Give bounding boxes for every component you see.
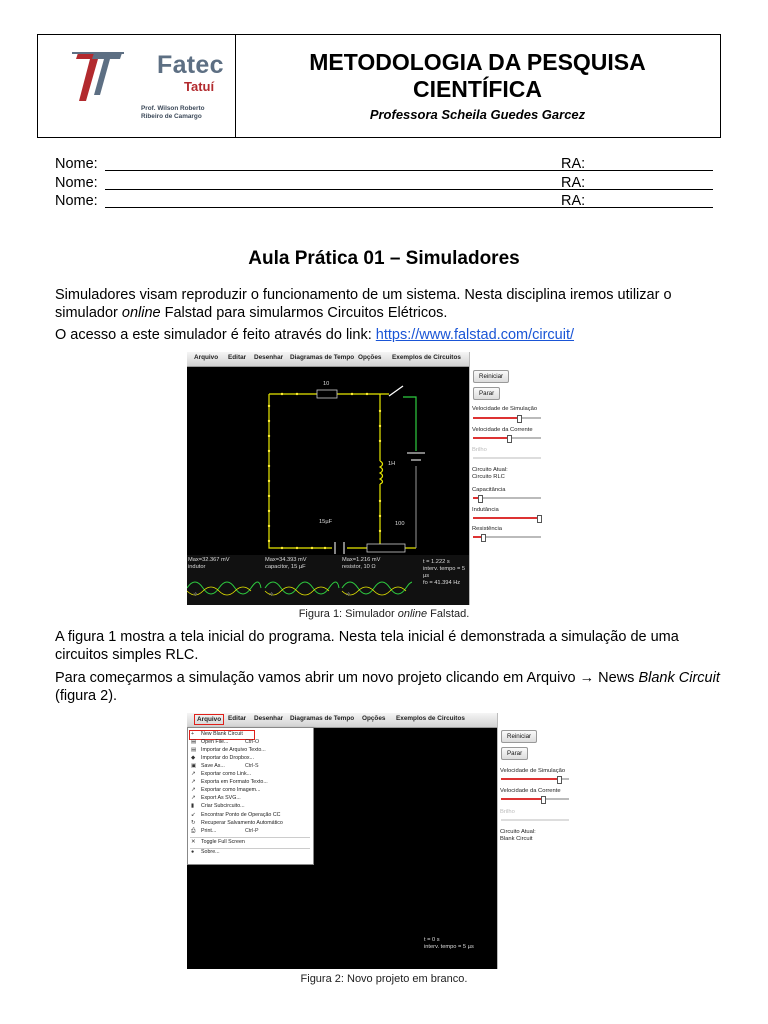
menu-arquivo[interactable]: Arquivo xyxy=(194,714,224,725)
dropdown-item[interactable] xyxy=(188,763,312,771)
dropdown-item-icon: ↙ xyxy=(191,812,196,818)
dropdown-item-label: Toggle Full Screen xyxy=(201,839,245,845)
scope-3-max: Max=1.216 mV xyxy=(342,557,381,563)
capacitance-knob[interactable] xyxy=(478,495,483,503)
paragraph-figure1: A figura 1 mostra a tela inicial do programa. Nesta tela inicial é demonstrada a simulação de uma circuitos simples RLC. xyxy=(55,629,679,663)
dropdown-item-label: New Blank Circuit xyxy=(201,731,243,737)
dropdown-item[interactable] xyxy=(188,747,312,755)
ra-field[interactable] xyxy=(589,170,713,171)
current-speed-label: Velocidade da Corrente xyxy=(472,427,533,433)
menu-desenhar[interactable]: Desenhar xyxy=(254,715,284,722)
current-circuit-label: Circuito Atual: xyxy=(472,467,508,473)
ra-field[interactable] xyxy=(589,207,713,208)
logo-professor xyxy=(141,105,205,121)
professor-name: Professora Scheila Guedes Garcez xyxy=(369,107,586,122)
dropdown-item-shortcut: Ctrl-P xyxy=(245,828,259,834)
name-field[interactable] xyxy=(105,170,603,171)
scope-3-label xyxy=(342,557,380,571)
scope-strip xyxy=(187,555,470,605)
dropdown-item-icon: ▤ xyxy=(191,747,197,753)
dropdown-item[interactable] xyxy=(188,828,312,836)
reset-button[interactable]: Reiniciar xyxy=(501,730,537,743)
sim-info xyxy=(424,937,474,951)
current-circuit-name: Circuito RLC xyxy=(472,474,505,480)
dropdown-item-icon: ↻ xyxy=(191,820,196,826)
scope-1-max: Max=32.367 mV xyxy=(188,557,230,563)
ra-label: RA: xyxy=(561,174,586,191)
current-speed-slider[interactable] xyxy=(473,437,541,439)
scope-2-max: Max=34.393 mV xyxy=(265,557,307,563)
current-speed-knob[interactable] xyxy=(541,796,546,804)
sim-step: interv. tempo = 5 µs xyxy=(423,566,466,579)
dropdown-item-icon: ↗ xyxy=(191,795,196,801)
dropdown-item[interactable] xyxy=(188,839,312,847)
dropdown-item-label: Exportar como Imagem... xyxy=(201,787,261,793)
current-speed-knob[interactable] xyxy=(507,435,512,443)
paragraph-new-project xyxy=(55,669,721,705)
label-capacitor: 15µF xyxy=(319,519,333,525)
fig1-caption-em: online xyxy=(397,608,428,620)
sim-speed-slider[interactable] xyxy=(473,417,541,419)
scope-gear-icon[interactable]: ✲ xyxy=(269,592,274,598)
dropdown-item[interactable] xyxy=(188,812,312,820)
menu-desenhar[interactable]: Desenhar xyxy=(254,354,284,361)
header-box xyxy=(37,34,721,138)
dropdown-item-icon: ↗ xyxy=(191,771,196,777)
dropdown-item[interactable] xyxy=(188,795,312,803)
dropdown-item-icon: ↗ xyxy=(191,787,196,793)
menu-editar[interactable]: Editar xyxy=(228,715,247,722)
dropdown-item-icon: ✕ xyxy=(191,839,196,845)
sim-speed-label: Velocidade de Simulação xyxy=(472,406,538,412)
paragraph-link xyxy=(55,326,721,344)
resistance-knob[interactable] xyxy=(481,534,486,542)
sim-info xyxy=(423,559,470,587)
dropdown-item-label: Save As... xyxy=(201,763,225,769)
resistance-slider[interactable] xyxy=(473,536,541,538)
ra-field[interactable] xyxy=(589,189,713,190)
dropdown-item-icon: ◆ xyxy=(191,755,196,761)
dropdown-item-icon: ▣ xyxy=(191,763,197,769)
scope-gear-icon[interactable]: ✲ xyxy=(346,592,351,598)
sim-speed-fill xyxy=(501,778,557,780)
sim-speed-fill xyxy=(473,417,517,419)
current-circuit-name: Blank Circuit xyxy=(500,836,533,842)
fatec-logo xyxy=(38,35,235,139)
label-inductor: 1H xyxy=(388,461,396,467)
name-label: Nome: xyxy=(55,193,98,209)
logo-city: Tatuí xyxy=(184,79,215,94)
fig1-caption-a: Figura 1: Simulador xyxy=(298,608,398,620)
name-label: Nome: xyxy=(55,156,98,172)
course-title-line2: CIENTÍFICA xyxy=(412,76,543,102)
p4-text-a: Para começarmos a simulação vamos abrir um novo projeto clicando em Arquivo → News xyxy=(55,670,639,686)
scope-2-name: capacitor, 15 µF xyxy=(265,564,306,570)
name-field[interactable] xyxy=(105,207,603,208)
dropdown-item-label: Sobre... xyxy=(201,849,220,855)
dropdown-separator xyxy=(190,837,310,838)
dropdown-item[interactable] xyxy=(188,820,312,828)
sim-step: interv. tempo = 5 µs xyxy=(424,944,474,950)
dropdown-item[interactable] xyxy=(188,739,312,747)
dropdown-item-label: Export As SVG... xyxy=(201,795,241,801)
sim-freq: fo = 41.394 Hz xyxy=(423,580,461,586)
name-row-2 xyxy=(55,174,715,193)
capacitance-slider[interactable] xyxy=(473,497,541,499)
menu-arquivo[interactable]: Arquivo xyxy=(194,354,219,361)
scope-3-name: resistor, 10 Ω xyxy=(342,564,376,570)
sim-speed-label: Velocidade de Simulação xyxy=(500,768,566,774)
dropdown-item-label: Importar de Arquivo Texto... xyxy=(201,747,266,753)
capacitance-label: Capacitância xyxy=(472,487,506,493)
menu-diagramas[interactable]: Diagramas de Tempo xyxy=(290,715,355,722)
control-panel xyxy=(497,713,580,969)
stop-button[interactable]: Parar xyxy=(473,387,500,400)
logo-prof-line2: Ribeiro de Camargo xyxy=(141,113,202,120)
figure2-caption: Figura 2: Novo projeto em branco. xyxy=(300,973,468,985)
student-fields xyxy=(55,155,715,211)
menu-diagramas[interactable]: Diagramas de Tempo xyxy=(290,354,355,361)
scope-2-label xyxy=(265,557,307,571)
brightness-slider xyxy=(473,457,541,459)
control-panel xyxy=(469,352,550,605)
figure2-simulator xyxy=(187,713,580,969)
dropdown-item-icon: ● xyxy=(191,849,195,855)
menu-editar[interactable]: Editar xyxy=(228,354,247,361)
resistance-label: Resistência xyxy=(472,526,502,532)
dropdown-item-icon: ▮ xyxy=(191,803,194,809)
scope-waves xyxy=(187,573,412,603)
menu-opcoes[interactable]: Opções xyxy=(362,715,386,722)
name-label: Nome: xyxy=(55,174,98,191)
label-r-top: 10 xyxy=(323,381,330,387)
dropdown-item-label: Recuperar Salvamento Automático xyxy=(201,820,283,826)
dropdown-item[interactable] xyxy=(188,849,312,857)
inductance-label: Indutância xyxy=(472,507,499,513)
name-field[interactable] xyxy=(105,189,603,190)
falstad-link[interactable]: https://www.falstad.com/circuit/ xyxy=(375,327,575,343)
p2-text: O acesso a este simulador é feito através do link: xyxy=(55,327,376,343)
dropdown-item-label: Importar do Dropbox... xyxy=(201,755,254,761)
figure1-simulator xyxy=(187,352,550,605)
menu-exemplos[interactable]: Exemplos de Circuitos xyxy=(392,354,461,361)
logo-name: Fatec xyxy=(157,51,224,79)
sim-time: t = 0 s xyxy=(424,937,440,943)
dropdown-item[interactable] xyxy=(188,755,312,763)
section-title: Aula Prática 01 – Simuladores xyxy=(248,248,520,269)
menu-opcoes[interactable]: Opções xyxy=(358,354,382,361)
brightness-slider xyxy=(501,819,569,821)
current-speed-fill xyxy=(501,798,541,800)
dropdown-item-label: Print... xyxy=(201,828,217,834)
reset-button[interactable]: Reiniciar xyxy=(473,370,509,383)
stop-button[interactable]: Parar xyxy=(501,747,528,760)
p1-emphasis: online xyxy=(121,305,161,321)
dropdown-item[interactable] xyxy=(188,771,312,779)
course-title xyxy=(235,49,720,103)
dropdown-item-icon: ⎙ xyxy=(191,828,196,834)
arquivo-dropdown xyxy=(187,727,314,865)
course-title-line1: METODOLOGIA DA PESQUISA xyxy=(309,49,646,75)
dropdown-item-icon: + xyxy=(191,731,195,737)
scope-1-label xyxy=(188,557,230,571)
current-speed-slider[interactable] xyxy=(501,798,569,800)
dropdown-item-icon: ↗ xyxy=(191,779,196,785)
dropdown-item[interactable] xyxy=(188,787,312,795)
p1-text-a: Simuladores visam reproduzir o funcionamento de um sistema. Nesta disciplina iremos utilizar o simulador xyxy=(55,287,672,321)
inductance-knob[interactable] xyxy=(537,515,542,523)
paragraph-intro xyxy=(55,286,721,322)
dropdown-item[interactable] xyxy=(188,803,312,811)
dropdown-item-label: Encontrar Ponto de Operação CC xyxy=(201,812,281,818)
p4-text-b: (figura 2). xyxy=(55,688,118,704)
current-speed-label: Velocidade da Corrente xyxy=(500,788,561,794)
resistance-fill xyxy=(473,536,481,538)
name-row-1 xyxy=(55,155,715,174)
name-row-3 xyxy=(55,192,715,211)
dropdown-item-icon: ▤ xyxy=(191,739,197,745)
dropdown-item-label: Criar Subcircuito... xyxy=(201,803,245,809)
dropdown-item-shortcut: Ctrl-S xyxy=(245,763,259,769)
inductance-fill xyxy=(473,517,537,519)
sim-speed-slider[interactable] xyxy=(501,778,569,780)
p1-text-b: Falstad para simularmos Circuitos Elétricos. xyxy=(160,305,448,321)
sim-time: t = 1.222 s xyxy=(423,559,450,565)
dropdown-item-label: Open File... xyxy=(201,739,229,745)
brightness-label: Brilho xyxy=(500,809,515,815)
label-r-bottom: 100 xyxy=(395,521,405,527)
dropdown-item-shortcut: Ctrl-O xyxy=(245,739,260,745)
figure1-caption xyxy=(0,608,768,620)
dropdown-item-label: Exportar como Link... xyxy=(201,771,252,777)
dropdown-item[interactable] xyxy=(188,731,312,739)
dropdown-item[interactable] xyxy=(188,779,312,787)
logo-prof-line1: Prof. Wilson Roberto xyxy=(141,105,205,112)
dropdown-item-label: Exporta em Formato Texto... xyxy=(201,779,268,785)
current-speed-fill xyxy=(473,437,507,439)
sim-speed-knob[interactable] xyxy=(517,415,522,423)
inductance-slider[interactable] xyxy=(473,517,541,519)
brightness-label: Brilho xyxy=(472,447,487,453)
fig1-caption-b: Falstad. xyxy=(427,608,470,620)
scope-gear-icon[interactable]: ✲ xyxy=(193,592,198,598)
p4-emphasis: Blank Circuit xyxy=(638,670,720,686)
sim-speed-knob[interactable] xyxy=(557,776,562,784)
menu-exemplos[interactable]: Exemplos de Circuitos xyxy=(396,715,465,722)
scope-1-name: indutor xyxy=(188,564,206,570)
current-circuit-label: Circuito Atual: xyxy=(500,829,536,835)
ra-label: RA: xyxy=(561,156,586,172)
ra-label: RA: xyxy=(561,193,586,209)
